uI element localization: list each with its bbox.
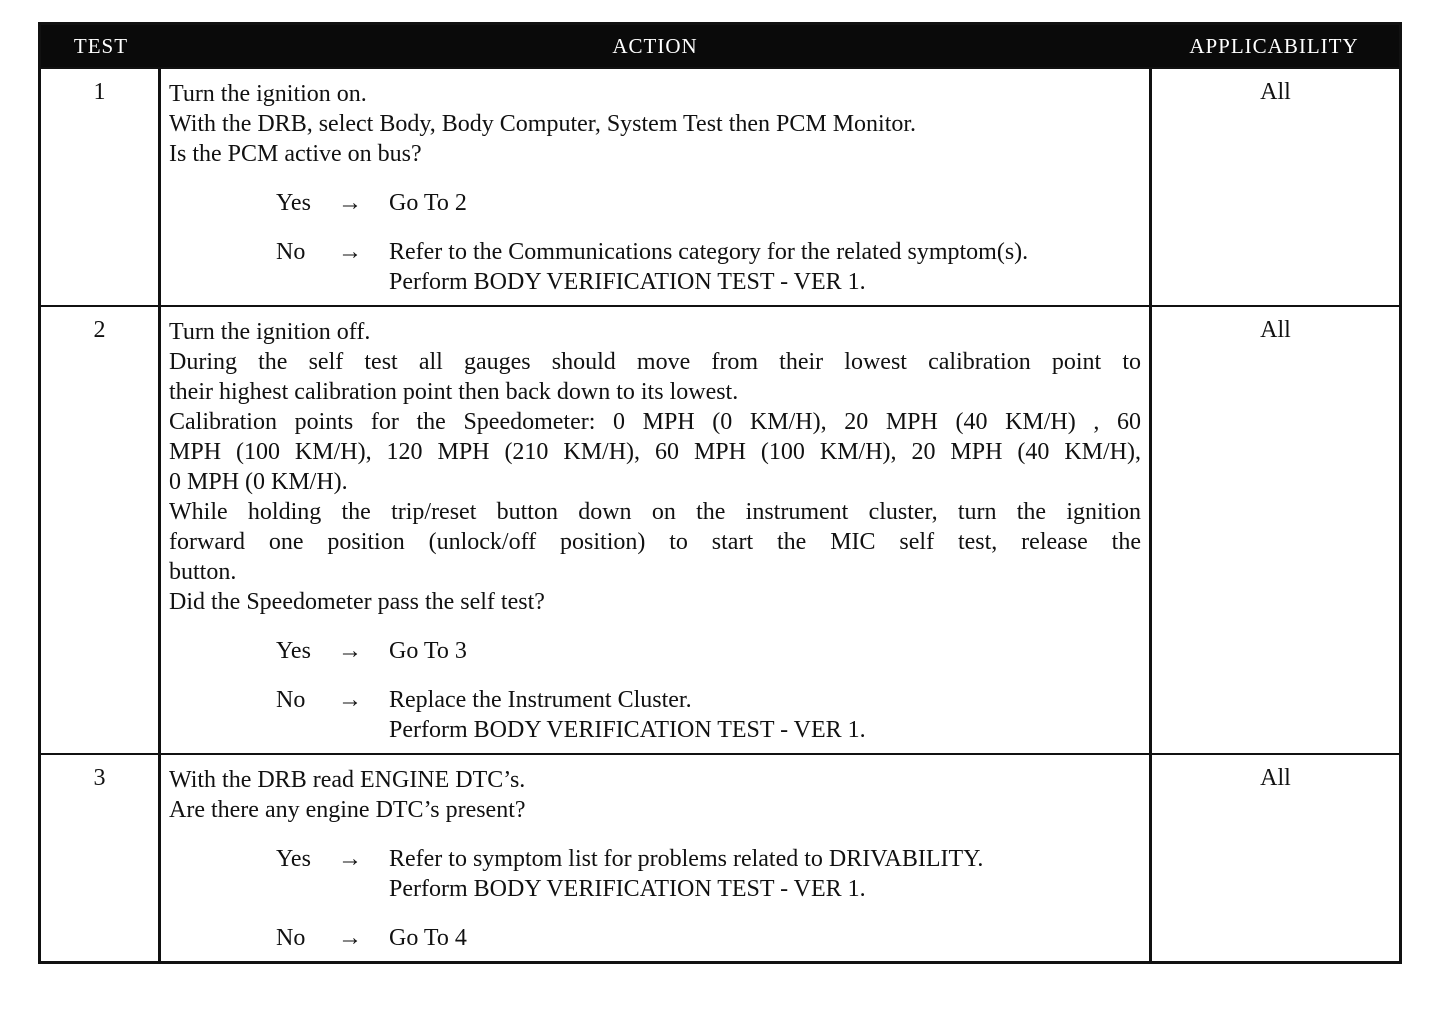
test-number: 3 (41, 755, 161, 961)
action-cell (161, 307, 1149, 753)
outcome-yes (169, 636, 1141, 666)
action-paragraph (169, 765, 1141, 795)
outcome-yes (169, 844, 1141, 904)
arrow-right-icon: → (338, 846, 362, 872)
action-text-line: During the self test all gauges should move from their lowest calibration point to (169, 349, 1141, 375)
action-paragraph (169, 139, 1141, 169)
action-text-line: button. (169, 559, 237, 585)
action-text-line: Is the PCM active on bus? (169, 141, 422, 167)
action-text-line: With the DRB, select Body, Body Computer, System Test then PCM Monitor. (169, 111, 917, 137)
outcome-text (389, 844, 983, 904)
table-header (41, 25, 1399, 67)
outcome-label: Yes (276, 190, 311, 216)
arrow-right-icon: → (338, 190, 362, 216)
action-paragraph (169, 317, 1141, 347)
outcome-text (389, 188, 467, 218)
outcome-text-line: Refer to symptom list for problems related to DRIVABILITY. (389, 846, 984, 872)
outcome-text (389, 237, 1028, 297)
outcome-label: No (276, 687, 306, 713)
applicability-value: All (1149, 69, 1399, 305)
action-paragraph (169, 109, 1141, 139)
action-paragraph (169, 497, 1141, 587)
outcome-label: Yes (276, 638, 311, 664)
arrow-right-icon: → (338, 638, 362, 664)
diagnostic-test-table (38, 22, 1402, 964)
outcome-label: Yes (276, 846, 311, 872)
action-paragraph (169, 587, 1141, 617)
table-row (41, 67, 1399, 305)
outcome-text-line: Go To 3 (389, 638, 467, 664)
outcome-text-line: Go To 4 (389, 925, 467, 951)
applicability-value: All (1149, 307, 1399, 753)
action-text-line: their highest calibration point then back down to its lowest. (169, 379, 739, 405)
applicability-value: All (1149, 755, 1399, 961)
action-paragraph (169, 79, 1141, 109)
outcome-text (389, 685, 866, 745)
outcome-text-line: Perform BODY VERIFICATION TEST - VER 1. (389, 717, 866, 743)
test-number: 1 (41, 69, 161, 305)
header-action: ACTION (612, 33, 698, 58)
action-paragraph (169, 407, 1141, 497)
action-text-line: MPH (100 KM/H), 120 MPH (210 KM/H), 60 MPH (100 KM/H), 20 MPH (40 KM/H), (169, 439, 1141, 465)
action-text-line: While holding the trip/reset button down on the instrument cluster, turn the ignition (169, 499, 1141, 525)
outcome-text-line: Perform BODY VERIFICATION TEST - VER 1. (389, 876, 866, 902)
outcome-no (169, 923, 1141, 953)
table-row (41, 753, 1399, 961)
table-body (41, 67, 1399, 961)
outcome-text-line: Perform BODY VERIFICATION TEST - VER 1. (389, 269, 866, 295)
action-text-line: Did the Speedometer pass the self test? (169, 589, 545, 615)
outcome-yes (169, 188, 1141, 218)
action-text-line: Turn the ignition off. (169, 319, 371, 345)
action-text-line: forward one position (unlock/off position) to start the MIC self test, release the (169, 529, 1141, 555)
outcome-text (389, 923, 467, 953)
action-paragraph (169, 795, 1141, 825)
outcome-no (169, 685, 1141, 745)
outcome-text-line: Go To 2 (389, 190, 467, 216)
header-applicability: APPLICABILITY (1189, 33, 1359, 58)
arrow-right-icon: → (338, 925, 362, 951)
outcome-text-line: Replace the Instrument Cluster. (389, 687, 692, 713)
action-text-line: Turn the ignition on. (169, 81, 367, 107)
outcome-text-line: Refer to the Communications category for the related symptom(s). (389, 239, 1029, 265)
arrow-right-icon: → (338, 687, 362, 713)
outcome-text (389, 636, 467, 666)
action-cell (161, 755, 1149, 961)
action-paragraph (169, 347, 1141, 407)
action-text-line: With the DRB read ENGINE DTC’s. (169, 767, 526, 793)
action-text-line: 0 MPH (0 KM/H). (169, 469, 348, 495)
test-number: 2 (41, 307, 161, 753)
action-cell (161, 69, 1149, 305)
table-row (41, 305, 1399, 753)
header-test: TEST (73, 33, 129, 58)
action-text-line: Are there any engine DTC’s present? (169, 797, 526, 823)
outcome-no (169, 237, 1141, 297)
arrow-right-icon: → (338, 239, 362, 265)
outcome-label: No (276, 925, 306, 951)
outcome-label: No (276, 239, 306, 265)
action-text-line: Calibration points for the Speedometer: 0 MPH (0 KM/H), 20 MPH (40 KM/H) , 60 (169, 409, 1141, 435)
